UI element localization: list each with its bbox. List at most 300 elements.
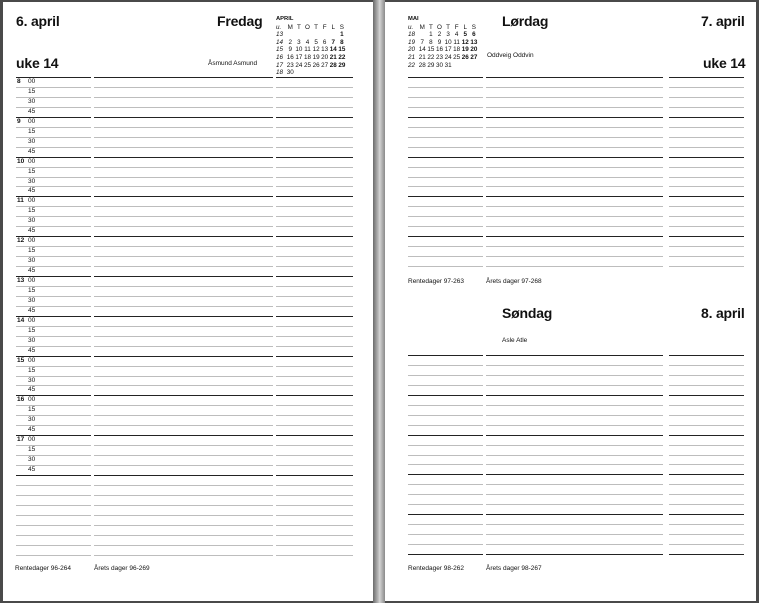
note-line <box>669 514 744 515</box>
note-line <box>408 355 483 356</box>
calendar-day: 1 <box>340 31 344 39</box>
minute-label: 15 <box>28 286 36 294</box>
note-line <box>669 494 744 495</box>
minute-label: 30 <box>28 97 36 105</box>
calendar-day: 30 <box>286 69 294 77</box>
note-line <box>408 167 483 168</box>
grid-line <box>94 127 273 128</box>
minute-label: 30 <box>28 257 36 265</box>
calendar-day: 4 <box>305 38 310 46</box>
calendar-day: 10 <box>295 46 303 54</box>
note-line <box>669 266 744 267</box>
mini-calendar-mai <box>408 16 478 69</box>
calendar-day: 5 <box>463 31 468 39</box>
sunday-footer-interest-days: Rentedager 98-262 <box>408 565 465 572</box>
calendar-day: 15 <box>427 46 435 54</box>
calendar-day: 24 <box>295 61 303 69</box>
note-line <box>486 246 663 247</box>
note-line <box>486 435 663 436</box>
grid-line <box>276 366 353 367</box>
grid-line <box>276 296 353 297</box>
calendar-day <box>470 62 479 70</box>
calendar-day <box>286 31 295 39</box>
note-line <box>16 545 91 546</box>
grid-line <box>276 356 353 357</box>
grid-line <box>276 226 353 227</box>
grid-line <box>94 316 273 317</box>
note-line <box>486 455 663 456</box>
calendar-header-cell: T <box>314 23 318 31</box>
minute-label: 00 <box>28 436 36 444</box>
note-line <box>669 256 744 257</box>
note-line <box>276 535 353 536</box>
minute-label: 45 <box>28 466 36 474</box>
note-line <box>16 525 91 526</box>
grid-line <box>276 465 353 466</box>
calendar-header-cell: S <box>471 23 476 31</box>
calendar-day: 23 <box>435 53 443 61</box>
calendar-week-row <box>408 54 478 62</box>
calendar-day <box>295 31 304 39</box>
right-page <box>385 2 756 601</box>
calendar-week-row <box>408 62 478 70</box>
calendar-day: 19 <box>461 46 469 54</box>
calendar-day: 10 <box>444 38 452 46</box>
calendar-header-cell: O <box>305 23 310 31</box>
calendar-day: 8 <box>429 38 433 46</box>
calendar-day: 17 <box>444 46 452 54</box>
note-line <box>486 127 663 128</box>
note-line <box>408 97 483 98</box>
grid-line <box>94 216 273 217</box>
note-line <box>408 445 483 446</box>
note-line <box>408 226 483 227</box>
note-line <box>94 485 273 486</box>
note-line <box>94 535 273 536</box>
grid-line <box>276 405 353 406</box>
note-line <box>486 256 663 257</box>
note-line <box>408 87 483 88</box>
grid-line <box>276 196 353 197</box>
saturday-name-day: Oddveig Oddvin <box>487 52 534 59</box>
note-line <box>669 385 744 386</box>
calendar-day <box>329 31 338 39</box>
note-line <box>669 415 744 416</box>
grid-line <box>276 286 353 287</box>
minute-label: 00 <box>28 117 36 125</box>
left-week-number: uke 14 <box>16 55 59 71</box>
note-line <box>408 216 483 217</box>
calendar-day: 23 <box>286 61 294 69</box>
grid-line <box>276 147 353 148</box>
calendar-day: 28 <box>418 61 426 69</box>
grid-line <box>276 87 353 88</box>
calendar-week-row <box>276 54 346 62</box>
note-line <box>486 216 663 217</box>
note-line <box>669 246 744 247</box>
note-line <box>408 395 483 396</box>
minute-label: 15 <box>28 87 36 95</box>
minute-label: 15 <box>28 406 36 414</box>
note-line <box>408 455 483 456</box>
calendar-day <box>312 69 321 77</box>
grid-line <box>276 167 353 168</box>
calendar-day <box>418 31 427 39</box>
note-line <box>94 525 273 526</box>
note-line <box>408 524 483 525</box>
note-line <box>16 485 91 486</box>
grid-line <box>94 87 273 88</box>
sunday-name-day: Asle Atle <box>502 337 528 344</box>
calendar-day: 18 <box>303 53 311 61</box>
calendar-header-cell: M <box>287 23 293 31</box>
calendar-day: 16 <box>435 46 443 54</box>
minute-label: 15 <box>28 207 36 215</box>
minute-label: 00 <box>28 157 36 165</box>
calendar-day: 2 <box>437 31 442 39</box>
note-line <box>276 525 353 526</box>
calendar-day: 3 <box>297 38 301 46</box>
calendar-week-number: 21 <box>408 53 416 61</box>
calendar-day: 20 <box>470 46 478 54</box>
note-line <box>669 137 744 138</box>
sunday-weekday: Søndag <box>502 305 553 321</box>
note-line <box>408 177 483 178</box>
note-line <box>408 544 483 545</box>
note-line <box>669 395 744 396</box>
note-line <box>669 534 744 535</box>
calendar-day: 27 <box>321 61 329 69</box>
note-line <box>669 77 744 78</box>
note-line <box>669 375 744 376</box>
calendar-day: 25 <box>303 61 311 69</box>
note-line <box>94 515 273 516</box>
note-line <box>669 107 744 108</box>
minute-label: 15 <box>28 446 36 454</box>
note-line <box>486 186 663 187</box>
minute-label: 45 <box>28 346 36 354</box>
grid-line <box>276 445 353 446</box>
grid-line <box>276 77 353 78</box>
minute-label: 00 <box>28 197 36 205</box>
note-line <box>276 495 353 496</box>
minute-label: 45 <box>28 107 36 115</box>
hour-label: 12 <box>17 237 25 245</box>
grid-line <box>276 415 353 416</box>
grid-line <box>94 455 273 456</box>
note-line <box>669 405 744 406</box>
grid-line <box>94 266 273 267</box>
calendar-day: 22 <box>338 53 346 61</box>
grid-line <box>276 117 353 118</box>
note-line <box>486 97 663 98</box>
calendar-day <box>452 62 461 70</box>
note-line <box>408 514 483 515</box>
minute-label: 30 <box>28 217 36 225</box>
grid-line <box>276 107 353 108</box>
note-line <box>486 554 663 555</box>
note-line <box>669 177 744 178</box>
note-line <box>408 534 483 535</box>
calendar-week-number: 20 <box>408 46 416 54</box>
note-line <box>669 127 744 128</box>
calendar-day: 7 <box>420 38 425 46</box>
grid-line <box>276 186 353 187</box>
grid-line <box>94 296 273 297</box>
note-line <box>408 365 483 366</box>
calendar-day: 19 <box>312 53 320 61</box>
calendar-week-number: 16 <box>276 53 284 61</box>
grid-line <box>94 366 273 367</box>
note-line <box>669 445 744 446</box>
grid-line <box>94 385 273 386</box>
note-line <box>408 256 483 257</box>
note-line <box>669 474 744 475</box>
calendar-day: 12 <box>461 38 469 46</box>
right-week-number: uke 14 <box>703 55 746 71</box>
calendar-day: 29 <box>338 61 346 69</box>
calendar-day: 7 <box>331 38 336 46</box>
minute-label: 30 <box>28 376 36 384</box>
grid-line <box>276 137 353 138</box>
note-line <box>486 474 663 475</box>
minute-label: 30 <box>28 456 36 464</box>
calendar-header-cell: u. <box>408 23 414 31</box>
note-line <box>276 545 353 546</box>
calendar-day: 13 <box>321 46 329 54</box>
grid-line <box>94 147 273 148</box>
note-line <box>669 464 744 465</box>
grid-line <box>94 465 273 466</box>
calendar-day: 30 <box>435 61 443 69</box>
calendar-day <box>312 31 321 39</box>
grid-line <box>94 117 273 118</box>
hour-label: 15 <box>17 356 25 364</box>
grid-line <box>276 177 353 178</box>
grid-line <box>276 455 353 456</box>
note-line <box>486 534 663 535</box>
grid-line <box>276 395 353 396</box>
calendar-day: 25 <box>453 53 461 61</box>
calendar-day <box>320 69 329 77</box>
note-line <box>408 375 483 376</box>
note-line <box>408 157 483 158</box>
note-line <box>94 505 273 506</box>
minute-label: 00 <box>28 277 36 284</box>
calendar-day: 20 <box>321 53 329 61</box>
grid-line <box>94 306 273 307</box>
calendar-week-number: 22 <box>408 61 416 69</box>
note-line <box>669 544 744 545</box>
note-line <box>486 514 663 515</box>
grid-line <box>276 97 353 98</box>
left-date: 6. april <box>16 13 60 29</box>
grid-line <box>276 256 353 257</box>
grid-line <box>94 157 273 158</box>
book-gutter <box>373 0 385 603</box>
saturday-date: 7. april <box>701 13 745 29</box>
note-line <box>669 196 744 197</box>
grid-line <box>276 385 353 386</box>
note-line <box>486 266 663 267</box>
grid-line <box>94 177 273 178</box>
calendar-day <box>303 31 312 39</box>
calendar-day: 12 <box>312 46 320 54</box>
calendar-header-cell: O <box>437 23 442 31</box>
hour-label: 8 <box>17 78 21 85</box>
calendar-header-cell: F <box>322 23 327 31</box>
note-line <box>486 236 663 237</box>
calendar-day <box>295 69 304 77</box>
grid-line <box>94 415 273 416</box>
note-line <box>669 365 744 366</box>
note-line <box>486 87 663 88</box>
minute-label: 30 <box>28 177 36 185</box>
note-line <box>276 505 353 506</box>
calendar-day: 15 <box>338 46 346 54</box>
minute-label: 15 <box>28 326 36 334</box>
hour-label: 14 <box>17 316 25 324</box>
note-line <box>276 485 353 486</box>
note-line <box>408 415 483 416</box>
note-line <box>486 425 663 426</box>
minute-label: 15 <box>28 127 36 135</box>
note-line <box>408 464 483 465</box>
minute-label: 00 <box>28 396 36 404</box>
note-line <box>669 206 744 207</box>
note-line <box>408 147 483 148</box>
note-line <box>669 504 744 505</box>
grid-line <box>276 266 353 267</box>
calendar-day: 26 <box>312 61 320 69</box>
note-line <box>486 206 663 207</box>
note-line <box>486 504 663 505</box>
calendar-day: 2 <box>288 38 293 46</box>
note-line <box>408 435 483 436</box>
calendar-header-cell: T <box>446 23 450 31</box>
note-line <box>408 236 483 237</box>
note-line <box>94 545 273 546</box>
grid-line <box>94 435 273 436</box>
hour-label: 10 <box>17 157 25 165</box>
calendar-header-row <box>276 24 346 32</box>
minute-label: 30 <box>28 416 36 424</box>
minute-label: 00 <box>28 356 36 364</box>
grid-line <box>94 376 273 377</box>
note-line <box>408 494 483 495</box>
calendar-day: 8 <box>340 38 344 46</box>
note-line <box>486 445 663 446</box>
left-footer-year-days: Årets dager 96-269 <box>94 565 150 572</box>
calendar-day: 14 <box>418 46 426 54</box>
grid-line <box>94 405 273 406</box>
note-line <box>16 535 91 536</box>
note-line <box>276 515 353 516</box>
calendar-day <box>329 69 338 77</box>
note-line <box>486 405 663 406</box>
note-line <box>408 137 483 138</box>
grid-line <box>94 286 273 287</box>
grid-line <box>276 236 353 237</box>
note-line <box>486 157 663 158</box>
mini-calendar-april <box>276 16 346 77</box>
grid-line <box>94 226 273 227</box>
note-line <box>669 87 744 88</box>
calendar-week-row <box>276 39 346 47</box>
minute-label: 30 <box>28 296 36 304</box>
hour-label: 16 <box>17 396 25 404</box>
grid-line <box>276 206 353 207</box>
minute-label: 00 <box>28 78 36 85</box>
note-line <box>486 385 663 386</box>
grid-line <box>276 376 353 377</box>
grid-line <box>94 445 273 446</box>
calendar-week-number: 15 <box>276 46 284 54</box>
saturday-weekday: Lørdag <box>502 13 549 29</box>
note-line <box>16 475 91 476</box>
calendar-day: 31 <box>444 61 452 69</box>
saturday-footer-year-days: Årets dager 97-268 <box>486 278 542 285</box>
grid-line <box>276 435 353 436</box>
note-line <box>669 236 744 237</box>
calendar-header-cell: u. <box>276 23 282 31</box>
calendar-month-label: APRIL <box>276 16 294 22</box>
grid-line <box>276 306 353 307</box>
grid-line <box>276 425 353 426</box>
note-line <box>408 554 483 555</box>
calendar-day: 4 <box>454 31 459 39</box>
grid-line <box>94 196 273 197</box>
calendar-day: 27 <box>470 53 478 61</box>
note-line <box>486 167 663 168</box>
hour-label: 11 <box>17 197 24 205</box>
calendar-week-row <box>276 46 346 54</box>
calendar-day: 17 <box>295 53 303 61</box>
grid-line <box>276 157 353 158</box>
minute-label: 45 <box>28 267 36 275</box>
calendar-week-number: 18 <box>408 31 416 39</box>
minute-label: 30 <box>28 336 36 344</box>
note-line <box>486 226 663 227</box>
minute-label: 30 <box>28 137 36 145</box>
minute-label: 15 <box>28 167 36 175</box>
calendar-day: 11 <box>304 46 311 54</box>
grid-line <box>94 137 273 138</box>
note-line <box>408 385 483 386</box>
grid-line <box>276 346 353 347</box>
calendar-week-row <box>276 62 346 70</box>
note-line <box>276 555 353 556</box>
note-line <box>408 117 483 118</box>
calendar-day: 16 <box>286 53 294 61</box>
grid-line <box>94 77 273 78</box>
calendar-day: 6 <box>322 38 327 46</box>
grid-line <box>276 316 353 317</box>
hour-label: 13 <box>17 277 25 284</box>
note-line <box>408 196 483 197</box>
note-line <box>486 484 663 485</box>
calendar-week-number: 18 <box>276 69 284 77</box>
note-line <box>486 147 663 148</box>
grid-line <box>276 246 353 247</box>
calendar-week-row <box>408 39 478 47</box>
calendar-week-row <box>408 46 478 54</box>
note-line <box>486 494 663 495</box>
calendar-day <box>320 31 329 39</box>
calendar-day: 18 <box>453 46 461 54</box>
calendar-day: 24 <box>444 53 452 61</box>
minute-label: 45 <box>28 187 36 195</box>
